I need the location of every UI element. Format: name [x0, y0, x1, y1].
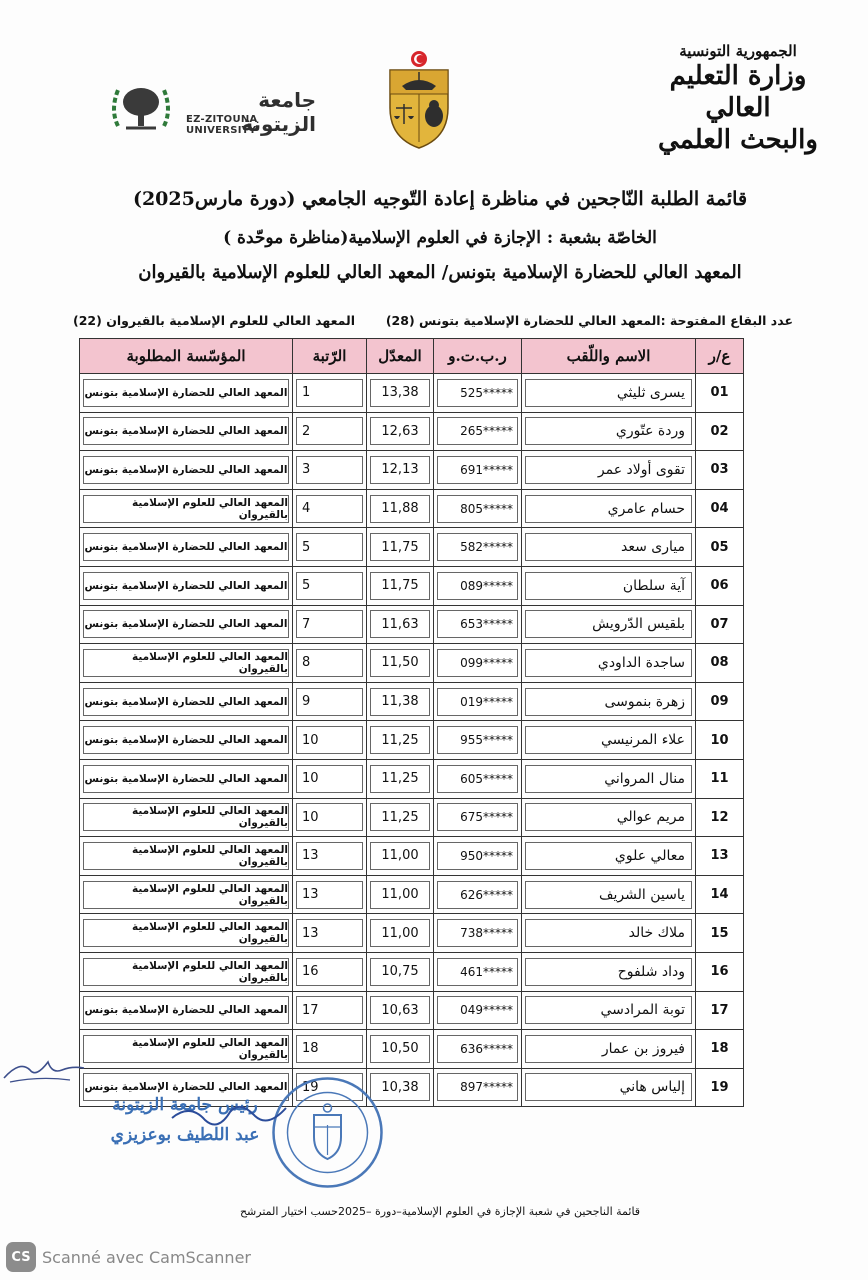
- student-rank-cell: [293, 374, 367, 413]
- student-id: 605*****: [437, 765, 518, 793]
- student-score: 11,00: [370, 842, 430, 870]
- row-number: 01: [696, 374, 744, 413]
- student-score-cell: [367, 489, 434, 528]
- student-rank: 10: [296, 765, 363, 793]
- student-name: وداد شلفوح: [525, 958, 692, 986]
- table-row: [80, 914, 744, 953]
- student-score-cell: [367, 759, 434, 798]
- col-num-header: ع/ر: [696, 339, 744, 374]
- student-id-cell: [434, 374, 522, 413]
- col-rank-header: الرّتبة: [293, 339, 367, 374]
- requested-institution: المعهد العالي للحضارة الإسلامية بتونس: [83, 533, 289, 561]
- student-rank-cell: [293, 759, 367, 798]
- student-score: 10,38: [370, 1073, 430, 1101]
- student-rank-cell: [293, 721, 367, 760]
- requested-institution: المعهد العالي للعلوم الإسلامية بالقيروان: [83, 1035, 289, 1063]
- student-rank-cell: [293, 798, 367, 837]
- row-number: 14: [696, 875, 744, 914]
- student-id-cell: [434, 837, 522, 876]
- requested-institution-cell: [80, 759, 293, 798]
- requested-institution: المعهد العالي للحضارة الإسلامية بتونس: [83, 456, 289, 484]
- student-rank-cell: [293, 991, 367, 1030]
- student-name-cell: [522, 374, 696, 413]
- requested-institution-cell: [80, 914, 293, 953]
- requested-institution: المعهد العالي للعلوم الإسلامية بالقيروان: [83, 842, 289, 870]
- student-rank: 10: [296, 726, 363, 754]
- row-number: 16: [696, 952, 744, 991]
- requested-institution: المعهد العالي للحضارة الإسلامية بتونس: [83, 765, 289, 793]
- student-name-cell: [522, 682, 696, 721]
- document-subtitle: الخاصّة بشعبة : الإجازة في العلوم الإسلامية(مناظرة موحّدة ): [223, 228, 657, 248]
- table-row: [80, 952, 744, 991]
- student-id: 636*****: [437, 1035, 518, 1063]
- requested-institution: المعهد العالي للحضارة الإسلامية بتونس: [83, 726, 289, 754]
- row-number: 15: [696, 914, 744, 953]
- student-name-cell: [522, 528, 696, 567]
- student-rank: 17: [296, 996, 363, 1024]
- table-row: [80, 566, 744, 605]
- row-number: 04: [696, 489, 744, 528]
- student-name-cell: [522, 489, 696, 528]
- camscanner-text: Scanné avec CamScanner: [42, 1247, 251, 1267]
- student-score: 11,75: [370, 533, 430, 561]
- student-score-cell: [367, 952, 434, 991]
- requested-institution: المعهد العالي للعلوم الإسلامية بالقيروان: [83, 958, 289, 986]
- student-id-cell: [434, 1068, 522, 1107]
- student-rank: 9: [296, 688, 363, 716]
- student-name-cell: [522, 451, 696, 490]
- student-id: 738*****: [437, 919, 518, 947]
- requested-institution-cell: [80, 837, 293, 876]
- seats-info: [73, 313, 793, 328]
- student-rank-cell: [293, 875, 367, 914]
- col-name-header: الاسم واللّقب: [522, 339, 696, 374]
- table-row: [80, 412, 744, 451]
- requested-institution: المعهد العالي للحضارة الإسلامية بتونس: [83, 572, 289, 600]
- student-name: معالي علوي: [525, 842, 692, 870]
- row-number: 02: [696, 412, 744, 451]
- student-score: 11,00: [370, 881, 430, 909]
- student-name-cell: [522, 644, 696, 683]
- requested-institution-cell: [80, 374, 293, 413]
- requested-institution-cell: [80, 489, 293, 528]
- student-id-cell: [434, 566, 522, 605]
- student-score-cell: [367, 644, 434, 683]
- ministry-name: وزارة التعليم العالي: [669, 61, 807, 123]
- student-name: حسام عامري: [525, 495, 692, 523]
- student-rank: 13: [296, 881, 363, 909]
- requested-institution-cell: [80, 644, 293, 683]
- student-id-cell: [434, 489, 522, 528]
- student-score-cell: [367, 412, 434, 451]
- student-name: علاء المرنيسي: [525, 726, 692, 754]
- student-rank: 3: [296, 456, 363, 484]
- student-id-cell: [434, 721, 522, 760]
- student-rank: 19: [296, 1073, 363, 1101]
- student-id: 582*****: [437, 533, 518, 561]
- student-rank-cell: [293, 605, 367, 644]
- table-row: [80, 489, 744, 528]
- student-rank: 4: [296, 495, 363, 523]
- student-id: 950*****: [437, 842, 518, 870]
- requested-institution-cell: [80, 721, 293, 760]
- results-table: [79, 338, 744, 1107]
- requested-institution: المعهد العالي للعلوم الإسلامية بالقيروان: [83, 803, 289, 831]
- university-name-ar: جامعة الزيتونة: [241, 88, 316, 136]
- signatory-title: رئيس جامعة الزيتونة: [112, 1095, 258, 1115]
- student-id: 675*****: [437, 803, 518, 831]
- student-name: منال المرواني: [525, 765, 692, 793]
- student-rank-cell: [293, 914, 367, 953]
- student-score: 11,25: [370, 726, 430, 754]
- student-rank: 2: [296, 417, 363, 445]
- table-row: [80, 721, 744, 760]
- student-name-cell: [522, 412, 696, 451]
- table-row: [80, 759, 744, 798]
- student-name: ميارى سعد: [525, 533, 692, 561]
- signatory-name: عبد اللطيف بوعزيزي: [110, 1125, 260, 1145]
- student-rank: 8: [296, 649, 363, 677]
- student-name: يسرى ثليثي: [525, 379, 692, 407]
- requested-institution: المعهد العالي للحضارة الإسلامية بتونس: [83, 610, 289, 638]
- student-name: وردة عتّوري: [525, 417, 692, 445]
- student-score: 11,63: [370, 610, 430, 638]
- student-id-cell: [434, 991, 522, 1030]
- student-rank: 13: [296, 919, 363, 947]
- student-id: 089*****: [437, 572, 518, 600]
- row-number: 05: [696, 528, 744, 567]
- student-name-cell: [522, 1030, 696, 1069]
- student-name: بلقيس الدّرويش: [525, 610, 692, 638]
- row-number: 08: [696, 644, 744, 683]
- row-number: 17: [696, 991, 744, 1030]
- student-id-cell: [434, 605, 522, 644]
- student-rank: 5: [296, 572, 363, 600]
- student-rank: 5: [296, 533, 363, 561]
- table-row: [80, 451, 744, 490]
- student-score-cell: [367, 451, 434, 490]
- student-score-cell: [367, 798, 434, 837]
- student-score-cell: [367, 528, 434, 567]
- row-number: 09: [696, 682, 744, 721]
- requested-institution-cell: [80, 412, 293, 451]
- requested-institution: المعهد العالي للحضارة الإسلامية بتونس: [83, 379, 289, 407]
- requested-institution-cell: [80, 605, 293, 644]
- university-logo: [106, 80, 316, 140]
- table-body: [80, 374, 744, 1107]
- requested-institution-cell: [80, 875, 293, 914]
- table-row: [80, 644, 744, 683]
- table-row: [80, 528, 744, 567]
- row-number: 18: [696, 1030, 744, 1069]
- student-rank-cell: [293, 566, 367, 605]
- student-rank: 16: [296, 958, 363, 986]
- student-score-cell: [367, 566, 434, 605]
- student-score: 11,00: [370, 919, 430, 947]
- table-row: [80, 1030, 744, 1069]
- student-name-cell: [522, 605, 696, 644]
- student-id: 653*****: [437, 610, 518, 638]
- document-title: قائمة الطلبة النّاجحين في مناظرة إعادة التّوجيه الجامعي (دورة مارس2025): [132, 188, 748, 210]
- student-rank-cell: [293, 412, 367, 451]
- student-score: 12,63: [370, 417, 430, 445]
- student-id-cell: [434, 682, 522, 721]
- student-name: ساجدة الداودي: [525, 649, 692, 677]
- student-name-cell: [522, 566, 696, 605]
- student-name-cell: [522, 721, 696, 760]
- requested-institution-cell: [80, 528, 293, 567]
- student-id-cell: [434, 451, 522, 490]
- student-name-cell: [522, 952, 696, 991]
- row-number: 10: [696, 721, 744, 760]
- student-name-cell: [522, 759, 696, 798]
- student-name-cell: [522, 875, 696, 914]
- university-name-en: EZ-ZITOUNA UNIVERSITY: [186, 114, 258, 136]
- row-number: 12: [696, 798, 744, 837]
- student-id: 019*****: [437, 688, 518, 716]
- table-header-row: [80, 339, 744, 374]
- olive-tree-icon: [108, 80, 174, 134]
- student-id-cell: [434, 644, 522, 683]
- student-id-cell: [434, 759, 522, 798]
- student-rank: 13: [296, 842, 363, 870]
- republic-label: الجمهورية التونسية: [679, 42, 797, 60]
- student-rank-cell: [293, 682, 367, 721]
- row-number: 07: [696, 605, 744, 644]
- student-id: 805*****: [437, 495, 518, 523]
- requested-institution-cell: [80, 451, 293, 490]
- student-name: إلياس هاني: [525, 1073, 692, 1101]
- requested-institution-cell: [80, 1030, 293, 1069]
- student-score-cell: [367, 875, 434, 914]
- student-score: 11,38: [370, 688, 430, 716]
- student-name-cell: [522, 914, 696, 953]
- page-footer: قائمة الناجحين في شعبة الإجازة في العلوم الإسلامية–دورة –2025حسب اختيار المترشح: [239, 1205, 641, 1218]
- seats-kairouan: المعهد العالي للعلوم الإسلامية بالقيروان (22): [73, 313, 355, 328]
- student-score-cell: [367, 837, 434, 876]
- requested-institution: المعهد العالي للعلوم الإسلامية بالقيروان: [83, 649, 289, 677]
- col-institution-header: المؤسّسة المطلوبة: [80, 339, 293, 374]
- student-id: 099*****: [437, 649, 518, 677]
- camscanner-logo-icon: CS: [6, 1242, 36, 1272]
- student-id-cell: [434, 875, 522, 914]
- requested-institution: المعهد العالي للحضارة الإسلامية بتونس: [83, 1073, 289, 1101]
- table-row: [80, 798, 744, 837]
- row-number: 13: [696, 837, 744, 876]
- student-score: 12,13: [370, 456, 430, 484]
- student-id: 626*****: [437, 881, 518, 909]
- student-id-cell: [434, 914, 522, 953]
- student-rank-cell: [293, 837, 367, 876]
- student-rank: 18: [296, 1035, 363, 1063]
- table-row: [80, 605, 744, 644]
- requested-institution: المعهد العالي للعلوم الإسلامية بالقيروان: [83, 881, 289, 909]
- student-name: آية سلطان: [525, 572, 692, 600]
- student-name: فيروز بن عمار: [525, 1035, 692, 1063]
- student-name-cell: [522, 837, 696, 876]
- student-score-cell: [367, 374, 434, 413]
- student-score: 13,38: [370, 379, 430, 407]
- student-id: 461*****: [437, 958, 518, 986]
- student-id-cell: [434, 1030, 522, 1069]
- requested-institution-cell: [80, 682, 293, 721]
- student-score-cell: [367, 1030, 434, 1069]
- student-rank-cell: [293, 451, 367, 490]
- student-rank-cell: [293, 528, 367, 567]
- student-score: 10,63: [370, 996, 430, 1024]
- student-name: مريم عوالي: [525, 803, 692, 831]
- student-rank: 7: [296, 610, 363, 638]
- student-score: 11,50: [370, 649, 430, 677]
- student-rank: 10: [296, 803, 363, 831]
- student-name-cell: [522, 798, 696, 837]
- row-number: 11: [696, 759, 744, 798]
- student-name: ياسين الشريف: [525, 881, 692, 909]
- student-id-cell: [434, 528, 522, 567]
- seats-tunis: عدد البقاع المفتوحة :المعهد العالي للحضارة الإسلامية بتونس (28): [385, 313, 793, 328]
- requested-institution: المعهد العالي للعلوم الإسلامية بالقيروان: [83, 495, 289, 523]
- student-rank: 1: [296, 379, 363, 407]
- student-rank-cell: [293, 644, 367, 683]
- ministry-research: والبحث العلمي: [658, 125, 818, 155]
- row-number: 03: [696, 451, 744, 490]
- table-row: [80, 837, 744, 876]
- student-score-cell: [367, 721, 434, 760]
- col-score-header: المعدّل: [367, 339, 434, 374]
- student-score: 11,88: [370, 495, 430, 523]
- requested-institution-cell: [80, 566, 293, 605]
- camscanner-watermark: [6, 1242, 251, 1272]
- student-rank-cell: [293, 489, 367, 528]
- student-rank-cell: [293, 952, 367, 991]
- student-name-cell: [522, 991, 696, 1030]
- requested-institution: المعهد العالي للعلوم الإسلامية بالقيروان: [83, 919, 289, 947]
- student-score: 10,50: [370, 1035, 430, 1063]
- student-score: 11,25: [370, 803, 430, 831]
- requested-institution-cell: [80, 991, 293, 1030]
- student-id: 955*****: [437, 726, 518, 754]
- row-number: 19: [696, 1068, 744, 1107]
- student-name: تقوى أولاد عمر: [525, 456, 692, 484]
- student-name: زهرة بنموسى: [525, 688, 692, 716]
- requested-institution: المعهد العالي للحضارة الإسلامية بتونس: [83, 996, 289, 1024]
- institutions-line: المعهد العالي للحضارة الإسلامية بتونس/ المعهد العالي للعلوم الإسلامية بالقيروان: [138, 262, 742, 283]
- student-id-cell: [434, 798, 522, 837]
- student-score-cell: [367, 991, 434, 1030]
- student-name: توبة المرادسي: [525, 996, 692, 1024]
- ministry-header: [648, 42, 828, 156]
- requested-institution-cell: [80, 798, 293, 837]
- student-id: 525*****: [437, 379, 518, 407]
- requested-institution-cell: [80, 952, 293, 991]
- student-score: 11,75: [370, 572, 430, 600]
- student-rank-cell: [293, 1030, 367, 1069]
- row-number: 06: [696, 566, 744, 605]
- student-id: 049*****: [437, 996, 518, 1024]
- table-row: [80, 991, 744, 1030]
- table-row: [80, 682, 744, 721]
- student-score-cell: [367, 914, 434, 953]
- student-score-cell: [367, 682, 434, 721]
- student-score: 10,75: [370, 958, 430, 986]
- student-score: 11,25: [370, 765, 430, 793]
- student-id: 265*****: [437, 417, 518, 445]
- requested-institution: المعهد العالي للحضارة الإسلامية بتونس: [83, 417, 289, 445]
- student-id: 691*****: [437, 456, 518, 484]
- table-row: [80, 374, 744, 413]
- student-id-cell: [434, 952, 522, 991]
- table-row: [80, 875, 744, 914]
- student-score-cell: [367, 605, 434, 644]
- col-id-header: ر.ب.ت.و: [434, 339, 522, 374]
- coat-of-arms-icon: [384, 50, 454, 150]
- handwritten-initials-icon: [0, 1040, 90, 1090]
- student-name: ملاك خالد: [525, 919, 692, 947]
- student-id-cell: [434, 412, 522, 451]
- handwritten-signature-icon: [170, 1098, 290, 1138]
- requested-institution: المعهد العالي للحضارة الإسلامية بتونس: [83, 688, 289, 716]
- student-id: 897*****: [437, 1073, 518, 1101]
- student-name-cell: [522, 1068, 696, 1107]
